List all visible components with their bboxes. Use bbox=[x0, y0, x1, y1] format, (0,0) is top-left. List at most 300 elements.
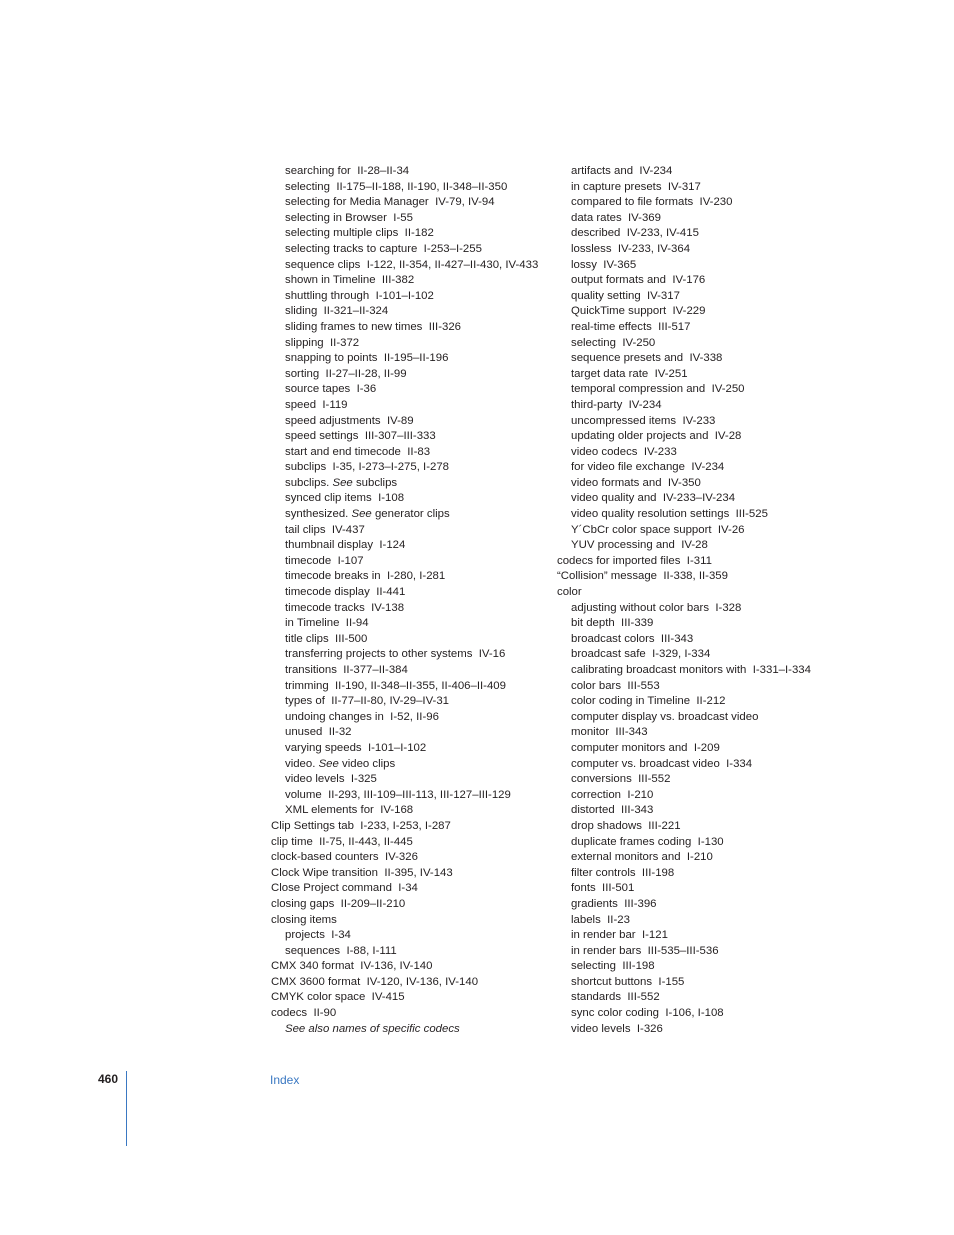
index-subentry bbox=[557, 647, 857, 663]
index-subentry bbox=[271, 289, 561, 305]
index-subentry bbox=[557, 398, 857, 414]
page-references: IV-176 bbox=[672, 274, 706, 287]
index-term: types of bbox=[285, 695, 325, 708]
index-term: clip time bbox=[271, 835, 313, 848]
index-subentry bbox=[271, 445, 561, 461]
page-number: 460 bbox=[98, 1072, 119, 1086]
page-references: IV-251 bbox=[654, 367, 688, 380]
page-references: IV-234 bbox=[691, 461, 725, 474]
page-references: II-75, II-443, II-445 bbox=[319, 835, 413, 848]
page-references: I-121 bbox=[641, 929, 668, 942]
index-subentry bbox=[271, 414, 561, 430]
index-term: gradients bbox=[571, 897, 618, 910]
page-references: IV-234 bbox=[639, 165, 673, 177]
page-references: I-119 bbox=[322, 398, 348, 411]
index-subentry bbox=[557, 850, 857, 866]
index-term: video. bbox=[285, 757, 316, 770]
index-subentry bbox=[557, 538, 857, 554]
index-term: Clock Wipe transition bbox=[271, 866, 378, 879]
page-references: II-377–II-384 bbox=[343, 664, 408, 676]
index-subentry bbox=[271, 180, 561, 196]
index-term: XML elements for bbox=[285, 804, 374, 817]
index-entry bbox=[271, 913, 561, 929]
index-term: snapping to points bbox=[285, 352, 378, 365]
index-subentry bbox=[557, 242, 857, 258]
index-term: fonts bbox=[571, 882, 596, 895]
index-subentry bbox=[271, 803, 561, 819]
page-references: III-221 bbox=[648, 819, 681, 832]
index-subentry bbox=[557, 663, 857, 679]
page-references: I-311 bbox=[686, 554, 712, 567]
index-subentry bbox=[271, 647, 561, 663]
index-entry bbox=[557, 569, 857, 585]
page-references: III-198 bbox=[641, 866, 675, 879]
index-subentry bbox=[557, 772, 857, 788]
index-term: unused bbox=[285, 726, 323, 739]
page-references: IV-138 bbox=[371, 601, 405, 614]
index-term: CMX 340 format bbox=[271, 960, 354, 973]
index-term: broadcast safe bbox=[571, 648, 646, 661]
index-term: sequence clips bbox=[285, 258, 361, 271]
page-references: IV-89 bbox=[386, 414, 414, 427]
index-entry bbox=[271, 819, 561, 835]
index-term: synced clip items bbox=[285, 492, 372, 505]
index-subentry bbox=[557, 928, 857, 944]
index-entry bbox=[271, 959, 561, 975]
index-subentry bbox=[557, 1022, 857, 1038]
page-references: IV-234 bbox=[628, 398, 662, 411]
index-subentry bbox=[557, 304, 857, 320]
page-references: II-441 bbox=[376, 586, 406, 599]
index-term: artifacts and bbox=[571, 165, 634, 177]
page-references: IV-230 bbox=[699, 196, 733, 209]
page-references: I-35, I-273–I-275, I-278 bbox=[332, 461, 450, 474]
page-references: III-343 bbox=[615, 726, 648, 739]
index-subentry bbox=[271, 928, 561, 944]
index-term: third-party bbox=[571, 398, 623, 411]
index-subentry bbox=[557, 959, 857, 975]
page-references: II-182 bbox=[404, 227, 434, 240]
index-subentry bbox=[271, 195, 561, 211]
see-reference-target: video clips bbox=[342, 757, 396, 770]
page-references: II-209–II-210 bbox=[340, 897, 406, 910]
footer-section-title: Index bbox=[270, 1073, 300, 1087]
index-subentry bbox=[271, 398, 561, 414]
page-references: II-175–II-188, II-190, II-348–II-350 bbox=[336, 180, 508, 193]
index-term: selecting bbox=[571, 960, 616, 973]
index-term: sequences bbox=[285, 944, 341, 957]
page-references: IV-168 bbox=[380, 804, 414, 817]
index-subentry bbox=[271, 663, 561, 679]
page-references: III-307–III-333 bbox=[364, 430, 436, 443]
index-subentry bbox=[271, 741, 561, 757]
index-subentry bbox=[271, 242, 561, 258]
index-subentry bbox=[271, 523, 561, 539]
index-subentry bbox=[557, 616, 857, 632]
index-subentry bbox=[271, 491, 561, 507]
index-subentry bbox=[557, 601, 857, 617]
index-term: drop shadows bbox=[571, 819, 642, 832]
page-references: I-108 bbox=[378, 492, 405, 505]
page-references: IV-233–IV-234 bbox=[662, 492, 736, 505]
index-term: shown in Timeline bbox=[285, 274, 376, 287]
page-references: II-195–II-196 bbox=[383, 352, 449, 365]
index-term: in render bars bbox=[571, 944, 642, 957]
index-term: for video file exchange bbox=[571, 461, 685, 474]
index-term: trimming bbox=[285, 679, 329, 692]
index-term: real-time effects bbox=[571, 320, 652, 333]
page-references: II-321–II-324 bbox=[323, 305, 389, 318]
page-references: I-155 bbox=[658, 975, 685, 988]
index-term: video levels bbox=[571, 1022, 631, 1035]
index-term: selecting multiple clips bbox=[285, 227, 399, 240]
index-subentry bbox=[271, 725, 561, 741]
page-references: I-34 bbox=[398, 882, 418, 895]
index-term: video quality resolution settings bbox=[571, 508, 730, 521]
index-column-left bbox=[271, 164, 561, 1037]
index-term: external monitors and bbox=[571, 851, 681, 864]
index-term: volume bbox=[285, 788, 322, 801]
index-subentry bbox=[271, 679, 561, 695]
index-subentry bbox=[557, 975, 857, 991]
page-references: IV-437 bbox=[331, 523, 365, 536]
index-term: conversions bbox=[571, 773, 632, 786]
page-references: IV-338 bbox=[689, 352, 723, 365]
see-reference-target: generator clips bbox=[374, 508, 450, 521]
page-references: II-27–II-28, II-99 bbox=[325, 367, 407, 380]
index-subentry bbox=[557, 320, 857, 336]
index-subentry bbox=[271, 632, 561, 648]
index-subentry bbox=[557, 741, 857, 757]
index-term: data rates bbox=[571, 211, 622, 224]
page-references: I-331–I-334 bbox=[752, 664, 811, 676]
page-references: IV-28 bbox=[714, 430, 742, 443]
page-references: III-343 bbox=[621, 804, 654, 817]
page-references: III-326 bbox=[428, 320, 462, 333]
index-term: tail clips bbox=[285, 523, 326, 536]
index-subentry bbox=[271, 211, 561, 227]
index-term: slipping bbox=[285, 336, 324, 349]
index-subentry bbox=[557, 382, 857, 398]
index-subentry bbox=[271, 554, 561, 570]
index-entry bbox=[271, 975, 561, 991]
index-term: in Timeline bbox=[285, 617, 340, 630]
index-term: selecting tracks to capture bbox=[285, 242, 418, 255]
page-references: IV-369 bbox=[628, 211, 661, 224]
index-term: labels bbox=[571, 913, 601, 926]
page-references: III-553 bbox=[627, 679, 660, 692]
index-term: standards bbox=[571, 991, 622, 1004]
index-subentry bbox=[271, 1022, 561, 1038]
page-references: IV-79, IV-94 bbox=[435, 196, 495, 209]
page-references: II-212 bbox=[696, 695, 726, 708]
index-subentry bbox=[557, 460, 857, 476]
index-term: sliding bbox=[285, 305, 318, 318]
index-subentry bbox=[557, 990, 857, 1006]
page-references: IV-317 bbox=[647, 289, 680, 302]
index-term: video quality and bbox=[571, 492, 657, 505]
index-term: lossy bbox=[571, 258, 597, 271]
index-subentry bbox=[557, 289, 857, 305]
page-references: II-32 bbox=[328, 726, 352, 739]
index-term: selecting bbox=[571, 336, 616, 349]
index-subentry bbox=[557, 897, 857, 913]
page-references: IV-136, IV-140 bbox=[360, 960, 433, 973]
index-term: timecode display bbox=[285, 586, 370, 599]
index-term: in render bar bbox=[571, 929, 636, 942]
index-entry bbox=[271, 866, 561, 882]
index-term: computer vs. broadcast video bbox=[571, 757, 720, 770]
index-term: color bbox=[557, 586, 582, 599]
index-subentry bbox=[557, 866, 857, 882]
see-reference-label: See bbox=[332, 476, 353, 489]
index-entry bbox=[557, 554, 857, 570]
index-subentry bbox=[557, 414, 857, 430]
index-term: sync color coding bbox=[571, 1007, 660, 1020]
page-references: IV-16 bbox=[478, 648, 506, 661]
index-subentry bbox=[557, 258, 857, 274]
index-term: sorting bbox=[285, 367, 320, 380]
index-term: speed adjustments bbox=[285, 414, 381, 427]
index-subentry bbox=[557, 944, 857, 960]
index-subentry bbox=[557, 725, 857, 741]
index-term: undoing changes in bbox=[285, 710, 384, 723]
page-references: I-122, II-354, II-427–II-430, IV-433 bbox=[366, 258, 539, 271]
index-term: source tapes bbox=[285, 383, 351, 396]
index-term: lossless bbox=[571, 242, 612, 255]
index-term: video formats and bbox=[571, 476, 662, 489]
index-term: transitions bbox=[285, 664, 337, 676]
index-term: described bbox=[571, 227, 621, 240]
page-references: I-280, I-281 bbox=[386, 570, 446, 583]
index-subentry bbox=[557, 757, 857, 773]
page-references: I-107 bbox=[337, 554, 364, 567]
index-entry bbox=[271, 990, 561, 1006]
index-term: “Collision” message bbox=[557, 570, 658, 583]
index-subentry bbox=[557, 429, 857, 445]
page-references: IV-250 bbox=[711, 383, 745, 396]
see-reference-target: subclips bbox=[355, 476, 398, 489]
index-term: in capture presets bbox=[571, 180, 662, 193]
page-references: I-328 bbox=[715, 601, 742, 614]
index-term: distorted bbox=[571, 804, 615, 817]
index-term: calibrating broadcast monitors with bbox=[571, 664, 747, 676]
index-subentry bbox=[557, 679, 857, 695]
index-term: temporal compression and bbox=[571, 383, 706, 396]
index-term: speed bbox=[285, 398, 317, 411]
index-term: subclips. bbox=[285, 476, 330, 489]
index-term: timecode breaks in bbox=[285, 570, 381, 583]
index-term: closing gaps bbox=[271, 897, 335, 910]
index-subentry bbox=[271, 351, 561, 367]
index-subentry bbox=[271, 788, 561, 804]
page-references: III-501 bbox=[602, 882, 635, 895]
index-term: video levels bbox=[285, 773, 345, 786]
index-subentry bbox=[271, 757, 561, 773]
page-references: I-130 bbox=[697, 835, 724, 848]
index-term: codecs bbox=[271, 1007, 308, 1020]
footer-divider bbox=[126, 1071, 127, 1146]
index-term: uncompressed items bbox=[571, 414, 677, 427]
index-subentry bbox=[271, 585, 561, 601]
index-term: thumbnail display bbox=[285, 539, 374, 552]
index-entry bbox=[271, 850, 561, 866]
page-references: II-77–II-80, IV-29–IV-31 bbox=[331, 695, 450, 708]
index-term: Close Project command bbox=[271, 882, 392, 895]
page-references: II-293, III-109–III-113, III-127–III-129 bbox=[328, 788, 511, 801]
page-references: I-36 bbox=[356, 383, 377, 396]
index-subentry bbox=[557, 367, 857, 383]
index-subentry bbox=[271, 226, 561, 242]
index-subentry bbox=[557, 913, 857, 929]
index-subentry bbox=[271, 320, 561, 336]
index-entry bbox=[271, 835, 561, 851]
index-subentry bbox=[271, 258, 561, 274]
index-subentry bbox=[557, 694, 857, 710]
see-reference-label: See bbox=[318, 757, 339, 770]
index-subentry bbox=[271, 772, 561, 788]
index-subentry bbox=[271, 507, 561, 523]
index-term: bit depth bbox=[571, 617, 615, 630]
index-term: selecting bbox=[285, 180, 330, 193]
page-references: IV-365 bbox=[603, 258, 637, 271]
page-references: I-124 bbox=[379, 539, 406, 552]
page-references: IV-26 bbox=[717, 523, 745, 536]
index-term: Clip Settings tab bbox=[271, 819, 354, 832]
index-subentry bbox=[271, 538, 561, 554]
page-references: I-209 bbox=[693, 741, 720, 754]
index-subentry bbox=[557, 226, 857, 242]
index-term: CMX 3600 format bbox=[271, 975, 361, 988]
index-term: transferring projects to other systems bbox=[285, 648, 473, 661]
index-term: synthesized. bbox=[285, 508, 349, 521]
index-term: searching for bbox=[285, 165, 351, 177]
index-term: selecting for Media Manager bbox=[285, 196, 429, 209]
index-entry bbox=[557, 585, 857, 601]
index-subentry bbox=[271, 944, 561, 960]
page-references: IV-233 bbox=[643, 445, 677, 458]
index-term: closing items bbox=[271, 913, 337, 926]
index-subentry bbox=[271, 569, 561, 585]
page-references: IV-120, IV-136, IV-140 bbox=[366, 975, 479, 988]
index-term: Y´CbCr color space support bbox=[571, 523, 712, 536]
index-term: monitor bbox=[571, 726, 609, 739]
page-references: II-372 bbox=[329, 336, 360, 349]
index-subentry bbox=[557, 710, 857, 726]
index-term: CMYK color space bbox=[271, 991, 366, 1004]
index-subentry bbox=[557, 211, 857, 227]
index-term: correction bbox=[571, 788, 622, 801]
index-term: speed settings bbox=[285, 430, 359, 443]
index-subentry bbox=[557, 632, 857, 648]
page-references: IV-250 bbox=[622, 336, 656, 349]
index-subentry bbox=[557, 491, 857, 507]
page-references: II-190, II-348–II-355, II-406–II-409 bbox=[335, 679, 506, 692]
index-term: compared to file formats bbox=[571, 196, 694, 209]
index-term: varying speeds bbox=[285, 741, 362, 754]
index-term: color coding in Timeline bbox=[571, 695, 691, 708]
page-references: I-106, I-108 bbox=[665, 1007, 724, 1020]
index-term: video codecs bbox=[571, 445, 638, 458]
index-term: timecode bbox=[285, 554, 332, 567]
index-term: subclips bbox=[285, 461, 327, 474]
index-column-right bbox=[557, 164, 857, 1037]
index-term: codecs for imported files bbox=[557, 554, 681, 567]
index-subentry bbox=[271, 694, 561, 710]
index-subentry bbox=[557, 881, 857, 897]
page-references: III-517 bbox=[658, 320, 691, 333]
index-entry bbox=[271, 881, 561, 897]
page-references: I-210 bbox=[627, 788, 654, 801]
index-subentry bbox=[557, 445, 857, 461]
index-term: target data rate bbox=[571, 367, 649, 380]
page-references: IV-229 bbox=[672, 305, 706, 318]
index-term: QuickTime support bbox=[571, 305, 667, 318]
index-subentry bbox=[271, 164, 561, 180]
index-subentry bbox=[271, 710, 561, 726]
page-references: IV-28 bbox=[681, 539, 708, 552]
index-term: clock-based counters bbox=[271, 851, 379, 864]
page-references: III-535–III-536 bbox=[647, 944, 719, 957]
page-references: III-339 bbox=[621, 617, 654, 630]
index-subentry bbox=[557, 835, 857, 851]
page-references: I-334 bbox=[726, 757, 753, 770]
index-term: title clips bbox=[285, 632, 329, 645]
page-references: II-395, IV-143 bbox=[384, 866, 453, 879]
index-subentry bbox=[557, 351, 857, 367]
page-references: I-55 bbox=[393, 211, 413, 224]
index-subentry bbox=[557, 1006, 857, 1022]
index-term: adjusting without color bars bbox=[571, 601, 710, 614]
index-subentry bbox=[271, 382, 561, 398]
index-term: color bars bbox=[571, 679, 622, 692]
page-references: I-326 bbox=[636, 1022, 663, 1035]
page-references: IV-326 bbox=[384, 851, 418, 864]
index-term: YUV processing and bbox=[571, 539, 675, 552]
page-references: II-94 bbox=[345, 617, 369, 630]
index-subentry bbox=[557, 819, 857, 835]
index-term: See also names of specific codecs bbox=[285, 1022, 460, 1035]
index-term: projects bbox=[285, 929, 325, 942]
index-subentry bbox=[557, 273, 857, 289]
index-subentry bbox=[557, 523, 857, 539]
index-entry bbox=[271, 897, 561, 913]
index-term: shuttling through bbox=[285, 289, 370, 302]
index-subentry bbox=[557, 803, 857, 819]
index-subentry bbox=[271, 601, 561, 617]
page-references: IV-317 bbox=[667, 180, 701, 193]
index-term: filter controls bbox=[571, 866, 636, 879]
page-references: III-343 bbox=[660, 632, 694, 645]
page-references: IV-350 bbox=[667, 476, 701, 489]
index-term: computer display vs. broadcast video bbox=[571, 710, 759, 723]
index-entry bbox=[271, 1006, 561, 1022]
index-subentry bbox=[557, 788, 857, 804]
page-references: II-90 bbox=[313, 1007, 337, 1020]
index-subentry bbox=[271, 616, 561, 632]
index-subentry bbox=[271, 460, 561, 476]
page-references: IV-233 bbox=[682, 414, 716, 427]
page-references: I-34 bbox=[331, 929, 351, 942]
index-term: quality setting bbox=[571, 289, 641, 302]
index-term: computer monitors and bbox=[571, 741, 688, 754]
page-references: I-88, I-111 bbox=[346, 944, 397, 957]
page-references: I-101–I-102 bbox=[375, 289, 434, 302]
index-subentry bbox=[557, 180, 857, 196]
page-references: IV-233, IV-364 bbox=[617, 242, 691, 255]
page-references: III-382 bbox=[381, 274, 415, 287]
index-term: broadcast colors bbox=[571, 632, 655, 645]
